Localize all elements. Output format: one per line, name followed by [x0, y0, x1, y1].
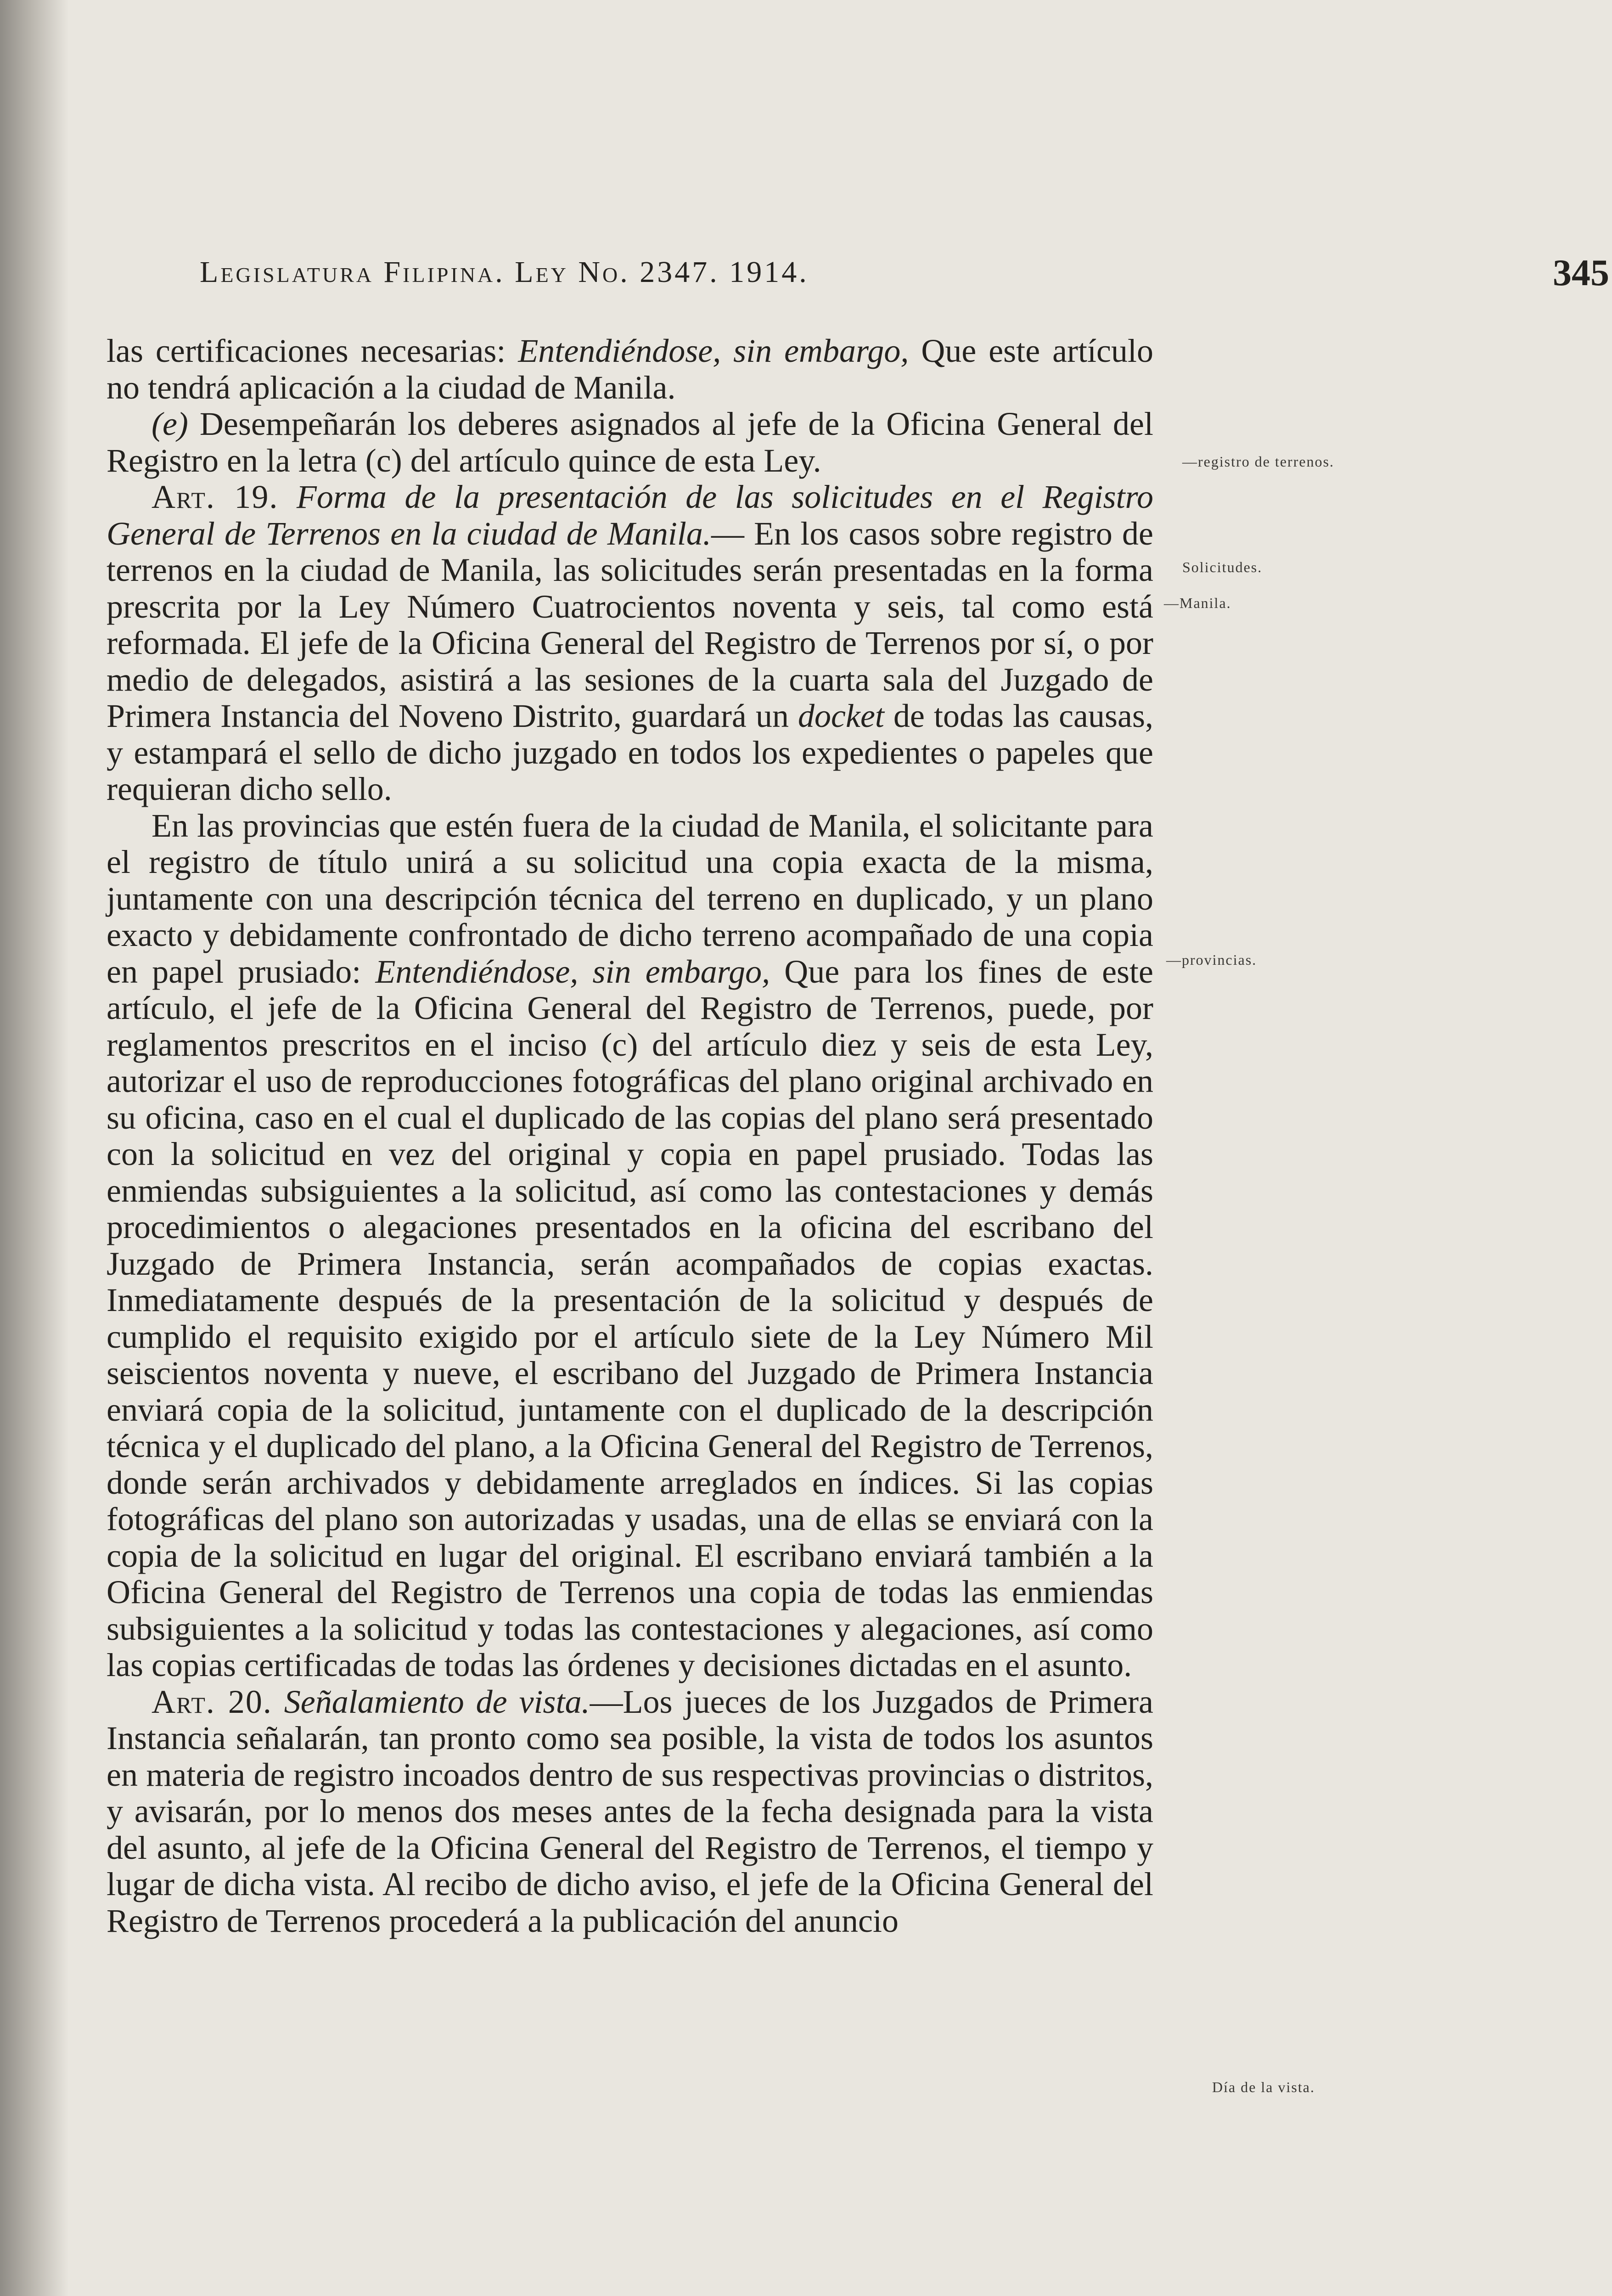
article-title: Forma de la presentación de las solicitudes en el Registro General de Terrenos en la ciudad de Manila. [107, 478, 1153, 552]
margin-note-manila: —Manila. [1164, 595, 1231, 611]
page-number: 345 [1553, 252, 1609, 293]
book-spine-shadow [0, 0, 69, 2296]
margin-note-provincias: —provincias. [1166, 951, 1257, 968]
article-title: Señalamiento de vista. [272, 1683, 590, 1720]
margin-note-registro: —registro de terrenos. [1182, 453, 1335, 470]
margin-note-dia-vista: Día de la vista. [1212, 2079, 1315, 2095]
article-label: Art. 19. [152, 478, 279, 515]
paragraph-certificaciones: las certificaciones necesarias: Entendiéndose, sin embargo, Que este artículo no tendrá aplicación a la ciudad de Manila. [107, 332, 1153, 406]
paragraph-item-e: (e) Desempeñarán los deberes asignados al jefe de la Oficina General del Registro en la letra (c) del artículo quince de esta Ley. [107, 405, 1153, 479]
page-header [200, 252, 1612, 301]
running-title: Legislatura Filipina. Ley No. 2347. 1914. [200, 255, 809, 289]
article-20: Art. 20. Señalamiento de vista.—Los jueces de los Juzgados de Primera Instancia señalarán, tan pronto como sea posible, la vista de todos los asuntos en materia de registro incoados dentro de sus respectivas provincias o distritos, y avisarán, por lo menos dos meses antes de la fecha designada para la vista del asunto, al jefe de la Oficina General del Registro de Terrenos, el tiempo y lugar de dicha vista. Al recibo de dicho aviso, el jefe de la Oficina General del Registro de Terrenos procederá a la publicación del anuncio [107, 1683, 1153, 1939]
page-body [107, 333, 1153, 1939]
paragraph-provincias: En las provincias que estén fuera de la ciudad de Manila, el solicitante para el registro de título unirá a su solicitud una copia exacta de la misma, juntamente con una descripción técnica del terreno en duplicado, y un plano exacto y debidamente confrontado de dicho terreno acompañado de una copia en papel prusiado: Entendiéndose, sin embargo, Que para los fines de este artículo, el jefe de la Oficina General del Registro de Terrenos, puede, por reglamentos prescritos en el inciso (c) del artículo diez y seis de esta Ley, autorizar el uso de reproducciones fotográficas del plano original archivado en su oficina, caso en el cual el duplicado de las copias del plano será presentado con la solicitud en vez del original y copia en papel prusiado. Todas las enmiendas subsiguientes a la solicitud, así como las contestaciones y demás procedimientos o alegaciones presentados en la oficina del escribano del Juzgado de Primera Instancia, serán acompañados de copias exactas. Inmediatamente después de la presentación de la solicitud y después de cumplido el requisito exigido por el artículo siete de la Ley Número Mil seiscientos noventa y nueve, el escribano del Juzgado de Primera Instancia enviará copia de la solicitud, juntamente con el duplicado de la descripción técnica y el duplicado del plano, a la Oficina General del Registro de Terrenos, donde serán archivados y debidamente arreglados en índices. Si las copias fotográficas del plano son autorizadas y usadas, una de ellas se enviará con la copia de la solicitud en lugar del original. El escribano enviará también a la Oficina General del Registro de Terrenos una copia de todas las enmiendas subsiguientes a la solicitud y todas las contestaciones y alegaciones, así como las copias certificadas de todas las órdenes y decisiones dictadas en el asunto. [107, 807, 1153, 1683]
article-label: Art. 20. [152, 1683, 272, 1720]
article-19: Art. 19. Forma de la presentación de las solicitudes en el Registro General de Terrenos en la ciudad de Manila.— En los casos sobre registro de terrenos en la ciudad de Manila, las solicitudes serán presentadas en la forma prescrita por la Ley Número Cuatrocientos noventa y seis, tal como está reformada. El jefe de la Oficina General del Registro de Terrenos por sí, o por medio de delegados, asistirá a las sesiones de la cuarta sala del Juzgado de Primera Instancia del Noveno Distrito, guardará un docket de todas las causas, y estampará el sello de dicho juzgado en todos los expedientes o papeles que requieran dicho sello. [107, 478, 1154, 807]
margin-note-solicitudes: Solicitudes. [1182, 559, 1263, 575]
